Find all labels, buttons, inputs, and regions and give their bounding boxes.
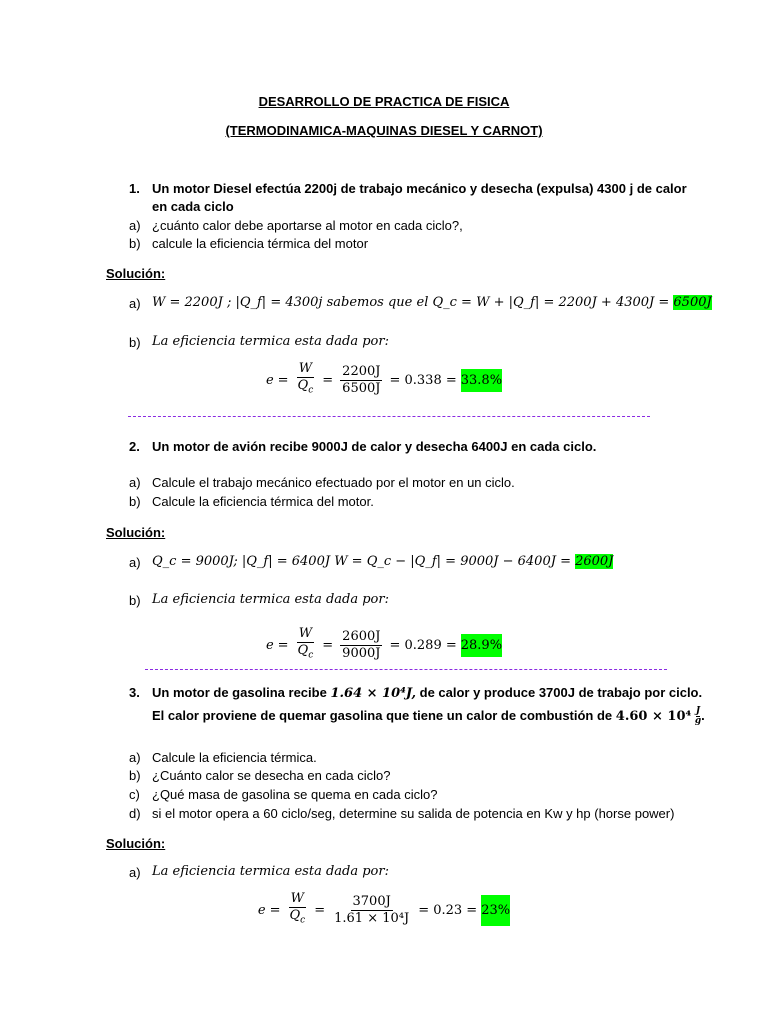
problem-2-efficiency-equation: e = $\frac{W}{Q_c}$ = $\frac{2600J}{9000J}$ = 0.289 = 28.9% [0,625,768,665]
problem-3-item-b-label: b) [129,768,141,783]
separator-2 [145,669,667,670]
problem-2-solution-a-math [152,554,613,569]
problem-3-item-a-label: a) [129,750,141,765]
p3-line1-post: de calor y produce 3700J de trabajo por ciclo. [419,685,703,700]
problem-2-item-b-label: b) [129,494,141,509]
document-subtitle: (TERMODINAMICA-MAQUINAS DIESEL Y CARNOT) [225,123,543,138]
problem-2-solution-a-label: a) [129,555,141,570]
problem-2-item-a: Calcule el trabajo mecánico efectuado por el motor en un ciclo. [152,475,515,490]
eff3-decimal: = 0.23 = [418,902,478,918]
problem-1-item-b-label: b) [129,236,141,251]
p3-line1-value: 1.64 × 10⁴J, [330,686,416,701]
eff3-fraction-symbolic: $\frac{W}{Q_c}$ [289,891,306,926]
p3-line2-value: 4.60 × 10⁴ [615,708,692,724]
eff-fraction-symbolic [296,361,316,399]
problem-2-item-b: Calcule la eficiencia térmica del motor. [152,494,374,509]
problem-1-item-a: ¿cuánto calor debe aportarse al motor en cada ciclo?, [152,218,463,233]
eff2-num-value: 2600J [342,628,381,644]
problem-3-item-a: Calcule la eficiencia térmica. [152,750,317,765]
problem-1-item-b: calcule la eficiencia térmica del motor [152,236,369,251]
problem-3-item-b: ¿Cuánto calor se desecha en cada ciclo? [152,768,391,783]
problem-3-item-c: ¿Qué masa de gasolina se quema en cada ciclo? [152,787,438,802]
problem-1-solution-a-result: 6500J [673,295,712,310]
p3-unit-num: J [695,706,701,716]
problem-1-efficiency-result: 33.8% [461,369,502,392]
problem-2-solution-label: Solución: [106,525,166,540]
problem-1-statement-line1: Un motor Diesel efectúa 2200j de trabajo mecánico y desecha (expulsa) 4300 j de calor [152,181,687,196]
problem-2-solution-a-equation: Q_c = 9000J; |Q_f| = 6400J W = Q_c − |Q_f| = 9000J − 6400J = [152,554,571,569]
eff2-decimal: = 0.289 = [389,637,457,653]
problem-2-efficiency-result: 28.9% [461,634,502,657]
problem-3-number: 3. [129,685,140,700]
problem-3-item-d-label: d) [129,806,141,821]
problem-3-statement-line2: El calor proviene de quemar gasolina que tiene un calor de combustión de 4.60 × 10⁴ $\frac{J}{g}$ . [152,706,705,726]
eff-den-value: 6500J [342,380,381,396]
p3-line2-pre: El calor proviene de quemar gasolina que tiene un calor de combustión de [152,707,613,723]
problem-3-item-d: si el motor opera a 60 ciclo/seg, determine su salida de potencia en Kw y hp (horse power) [152,806,675,821]
eff-den-symbol: $Q_c$ [297,378,314,396]
eff-symbol-e: e [265,372,274,388]
problem-1-solution-a-label: a) [129,296,141,311]
problem-1-item-a-label: a) [129,218,141,233]
problem-1-statement-line2: en cada ciclo [152,199,234,214]
eff3-num-value: 3700J [352,893,391,909]
problem-3-item-c-label: c) [129,787,140,802]
eff2-den-value: 9000J [342,645,381,661]
problem-3-solution-label: Solución: [106,836,166,851]
p3-unit-den: g [694,716,702,726]
problem-3-efficiency-result: 23% [481,895,510,926]
document-title: DESARROLLO DE PRACTICA DE FISICA [258,94,510,109]
problem-2-solution-b-label: b) [129,593,141,608]
problem-3-efficiency-equation: e = $\frac{W}{Q_c}$ = $\frac{3700J}{\text{1.61 × 10⁴J}}$ = 0.23 = 23% [0,888,768,932]
problem-1-solution-b-label: b) [129,335,141,350]
problem-2-item-a-label: a) [129,475,141,490]
problem-3-solution-a-label: a) [129,865,141,880]
eff-fraction-values [340,364,382,397]
problem-3-statement-line1 [152,685,702,701]
eff3-den-value: 1.61 × 10⁴J [334,910,410,926]
problem-2-statement: Un motor de avión recibe 9000J de calor y desecha 6400J en cada ciclo. [152,439,597,454]
eff-num-symbol: W [298,361,313,377]
eff-num-value: 2200J [342,363,381,379]
eff-decimal: = 0.338 = [389,372,457,388]
problem-2-number: 2. [129,439,140,454]
problem-3-solution-a-text: La eficiencia termica esta dada por: [152,864,389,879]
problem-1-number: 1. [129,181,140,196]
problem-1-solution-a-equation: W = 2200J ; |Q_f| = 4300j sabemos que el Q_c = W + |Q_f| = 2200J + 4300J = [152,295,670,310]
problem-1-solution-label: Solución: [106,266,166,281]
p3-line1-pre: Un motor de gasolina recibe [152,685,327,700]
problem-1-solution-b-text: La eficiencia termica esta dada por: [152,334,389,349]
eff2-fraction-symbolic: $\frac{W}{Q_c}$ [297,626,314,661]
problem-2-solution-a-result: 2600J [575,554,614,569]
problem-2-solution-b-text: La eficiencia termica esta dada por: [152,592,389,607]
eff2-fraction-values [340,629,382,662]
problem-1-efficiency-equation: e = $\frac{W}{Q_c}$ = $\frac{2200J}{6500J}$ = 0.338 = 33.8% [0,360,768,400]
separator-1 [128,416,650,417]
eff3-fraction-values [332,894,411,927]
problem-1-solution-a-math [152,295,712,310]
